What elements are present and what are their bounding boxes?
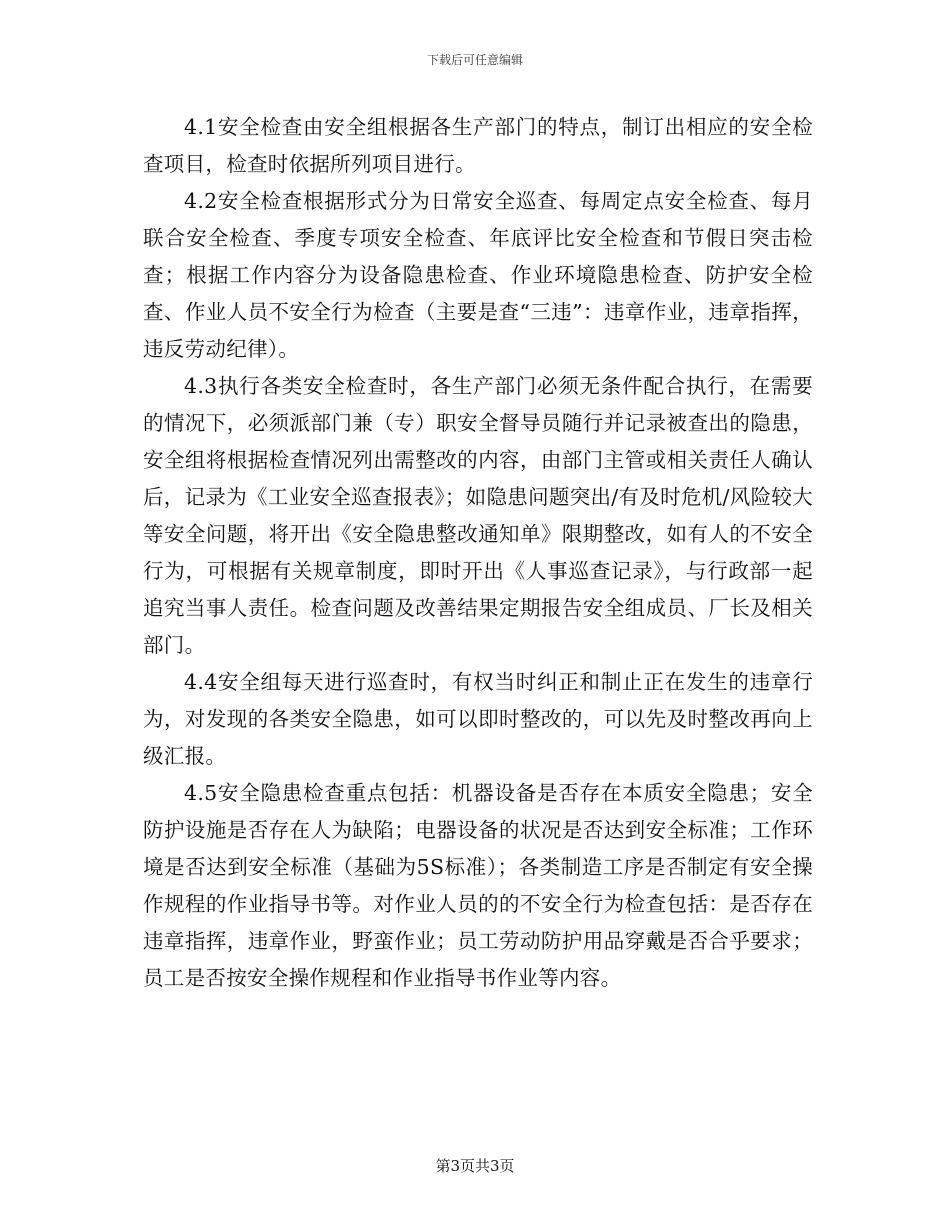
paragraph-4-4: 4.4安全组每天进行巡查时，有权当时纠正和制止正在发生的违章行为，对发现的各类安全隐患，如可以即时整改的，可以先及时整改再向上级汇报。 [143,670,813,768]
header-note: 下载后可任意编辑 [426,53,523,67]
document-body [143,109,813,997]
paragraph-4-5: 4.5安全隐患检查重点包括：机器设备是否存在本质安全隐患；安全防护设施是否存在人为缺陷；电器设备的状况是否达到安全标准；工作环境是否达到安全标准（基础为5S标准）；各类制造工序是否制定有安全操作规程的作业指导书等。对作业人员的的不安全行为检查包括：是否存在违章指挥，违章作业，野蛮作业；员工劳动防护用品穿戴是否合乎要求；员工是否按安全操作规程和作业指导书作业等内容。 [143,781,813,990]
page-number: 第3页共3页 [435,1157,515,1175]
paragraph-4-3: 4.3执行各类安全检查时，各生产部门必须无条件配合执行，在需要的情况下，必须派部门兼（专）职安全督导员随行并记录被查出的隐患，安全组将根据检查情况列出需整改的内容，由部门主管或相关责任人确认后，记录为《工业安全巡查报表》；如隐患问题突出/有及时危机/风险较大等安全问题，将开出《安全隐患整改通知单》限期整改，如有人的不安全行为，可根据有关规章制度，即时开出《人事巡查记录》，与行政部一起追究当事人责任。检查问题及改善结果定期报告安全组成员、厂长及相关部门。 [143,374,813,657]
paragraph-4-1: 4.1安全检查由安全组根据各生产部门的特点，制订出相应的安全检查项目，检查时依据所列项目进行。 [143,115,813,176]
paragraph-4-2: 4.2安全检查根据形式分为日常安全巡查、每周定点安全检查、每月联合安全检查、季度专项安全检查、年底评比安全检查和节假日突击检查；根据工作内容分为设备隐患检查、作业环境隐患检查、防护安全检查、作业人员不安全行为检查（主要是查“三违”：违章作业，违章指挥，违反劳动纪律）。 [143,189,813,361]
